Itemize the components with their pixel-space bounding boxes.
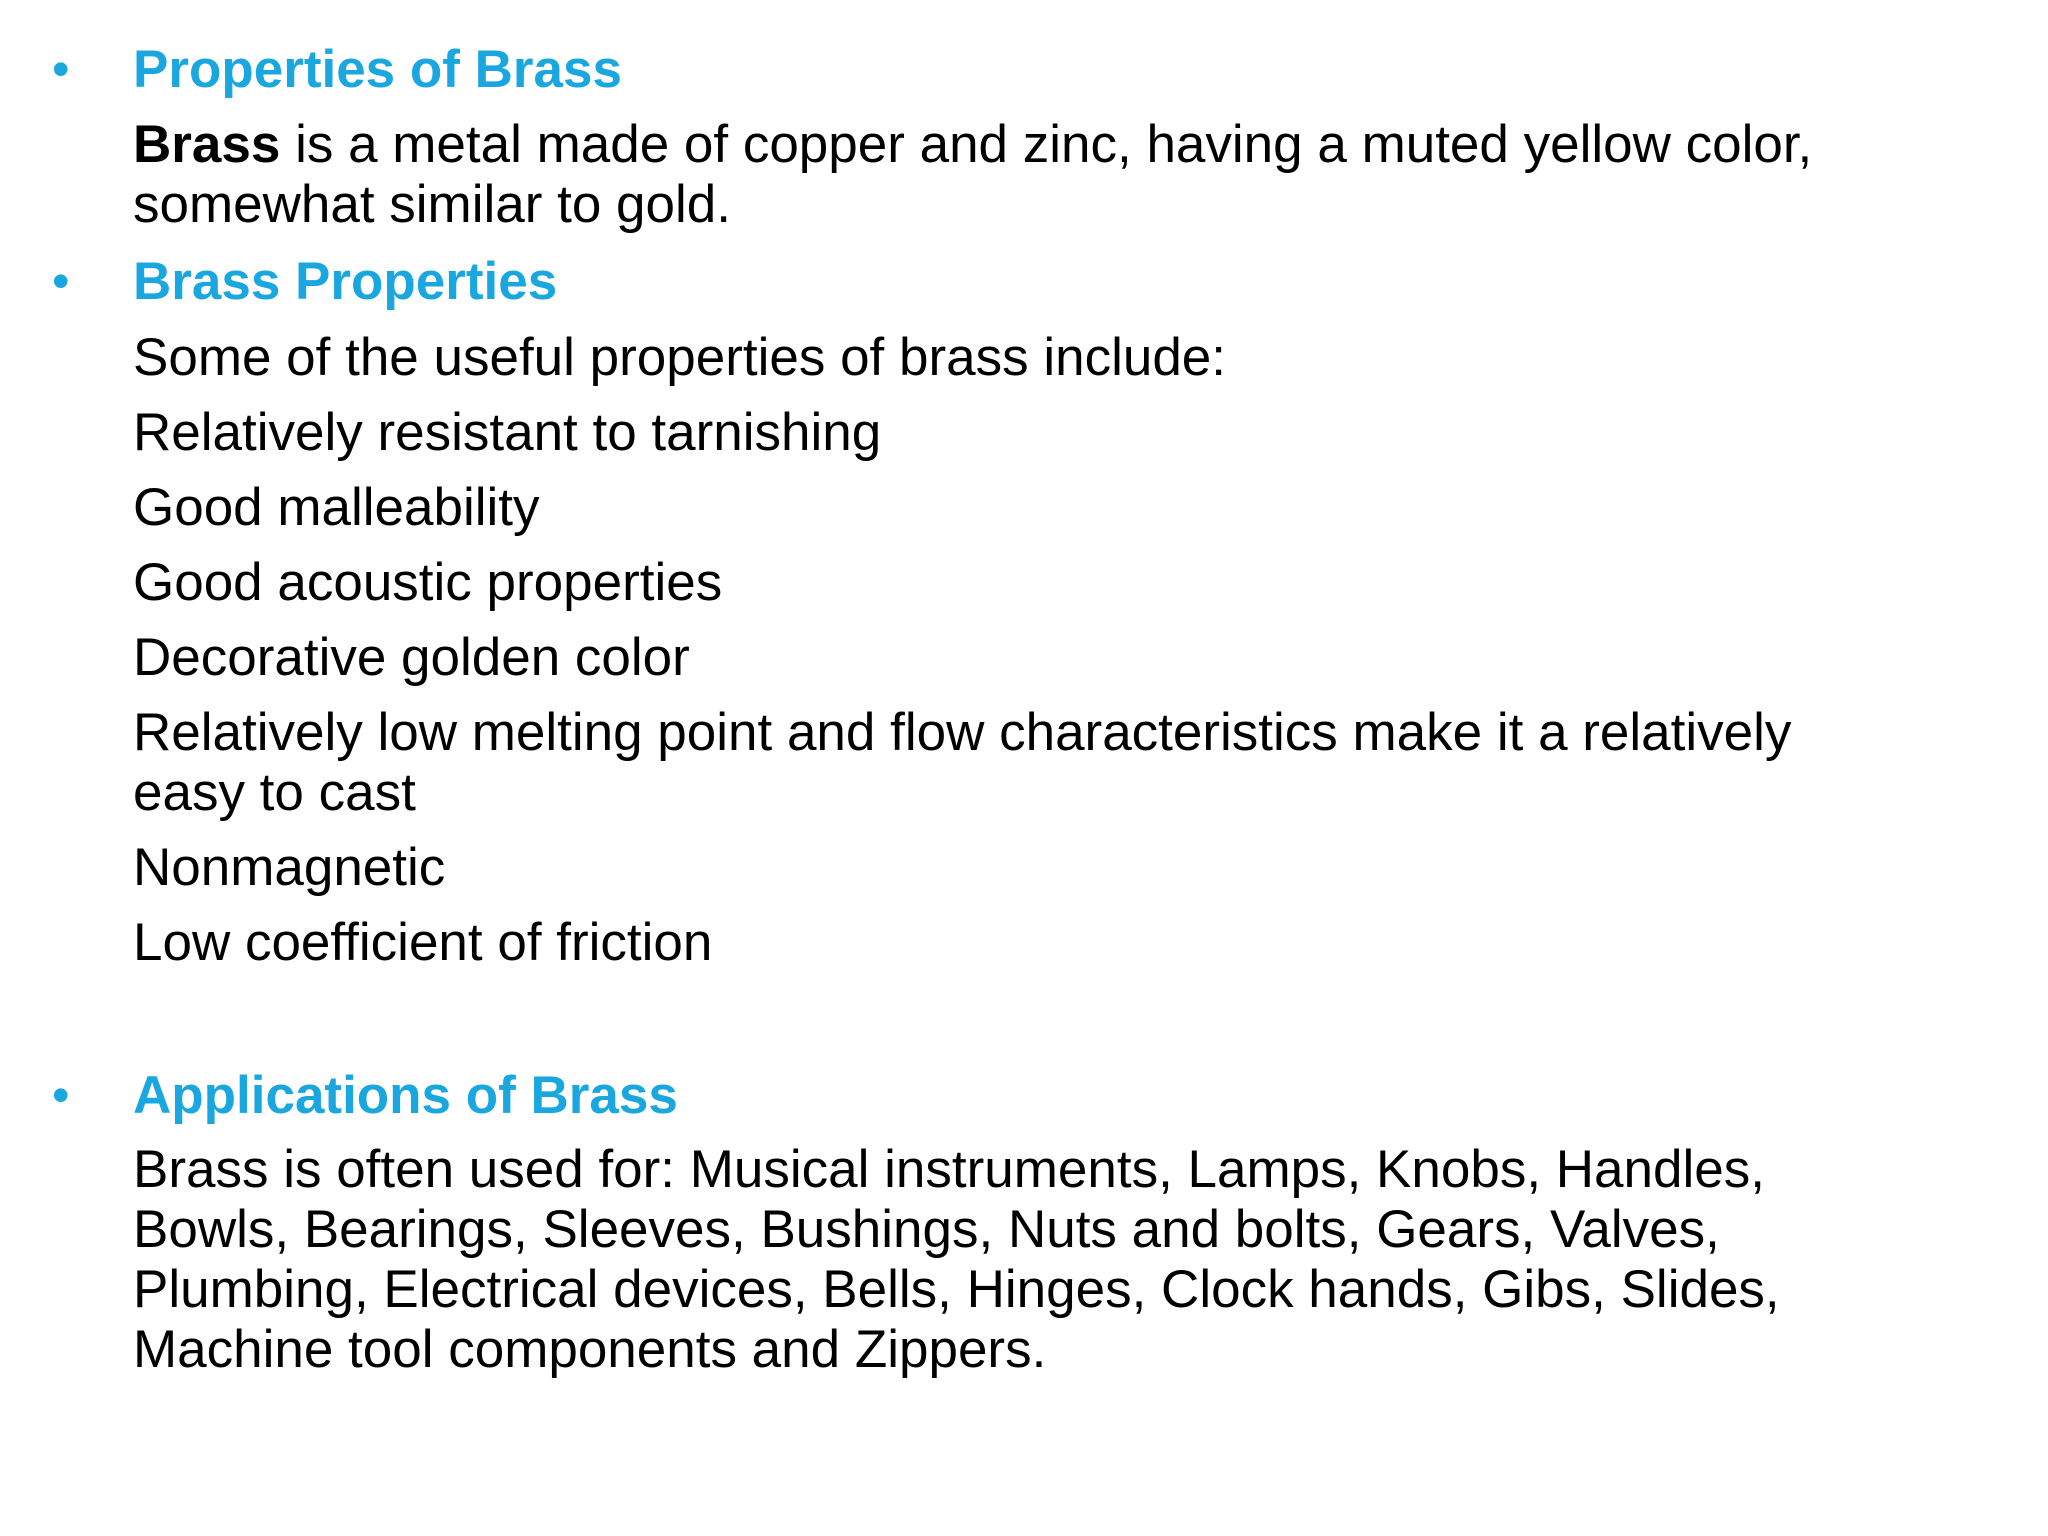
property-item: Nonmagnetic: [133, 838, 446, 897]
brass-intro-line-1-rest: is a metal made of copper and zinc, having a muted yellow color,: [280, 115, 1813, 174]
property-item: Relatively resistant to tarnishing: [133, 403, 882, 462]
property-item: Decorative golden color: [133, 628, 690, 687]
heading-brass-properties: Brass Properties: [133, 252, 558, 311]
brass-intro-line-2: somewhat similar to gold.: [133, 175, 731, 234]
applications-line: Bowls, Bearings, Sleeves, Bushings, Nuts and bolts, Gears, Valves,: [133, 1200, 1720, 1259]
property-item: Relatively low melting point and flow characteristics make it a relatively: [133, 703, 1792, 762]
property-item: Low coefficient of friction: [133, 913, 713, 972]
heading-applications-of-brass: Applications of Brass: [133, 1066, 678, 1125]
bullet-icon: •: [52, 1067, 70, 1123]
applications-line: Machine tool components and Zippers.: [133, 1320, 1047, 1379]
bullet-icon: •: [52, 41, 70, 97]
property-item: easy to cast: [133, 763, 416, 822]
brass-intro-paragraph: [133, 115, 2013, 235]
brass-intro-line-1: [133, 115, 2013, 175]
bullet-icon: •: [52, 253, 70, 309]
brass-bold-term: Brass: [133, 115, 281, 174]
heading-properties-of-brass: Properties of Brass: [133, 40, 622, 99]
applications-line: Plumbing, Electrical devices, Bells, Hinges, Clock hands, Gibs, Slides,: [133, 1260, 1780, 1319]
properties-lead: Some of the useful properties of brass include:: [133, 328, 1226, 387]
property-item: Good acoustic properties: [133, 553, 723, 612]
applications-paragraph: [133, 1140, 2013, 1380]
property-item: Good malleability: [133, 478, 540, 537]
applications-line: Brass is often used for: Musical instruments, Lamps, Knobs, Handles,: [133, 1140, 1765, 1199]
